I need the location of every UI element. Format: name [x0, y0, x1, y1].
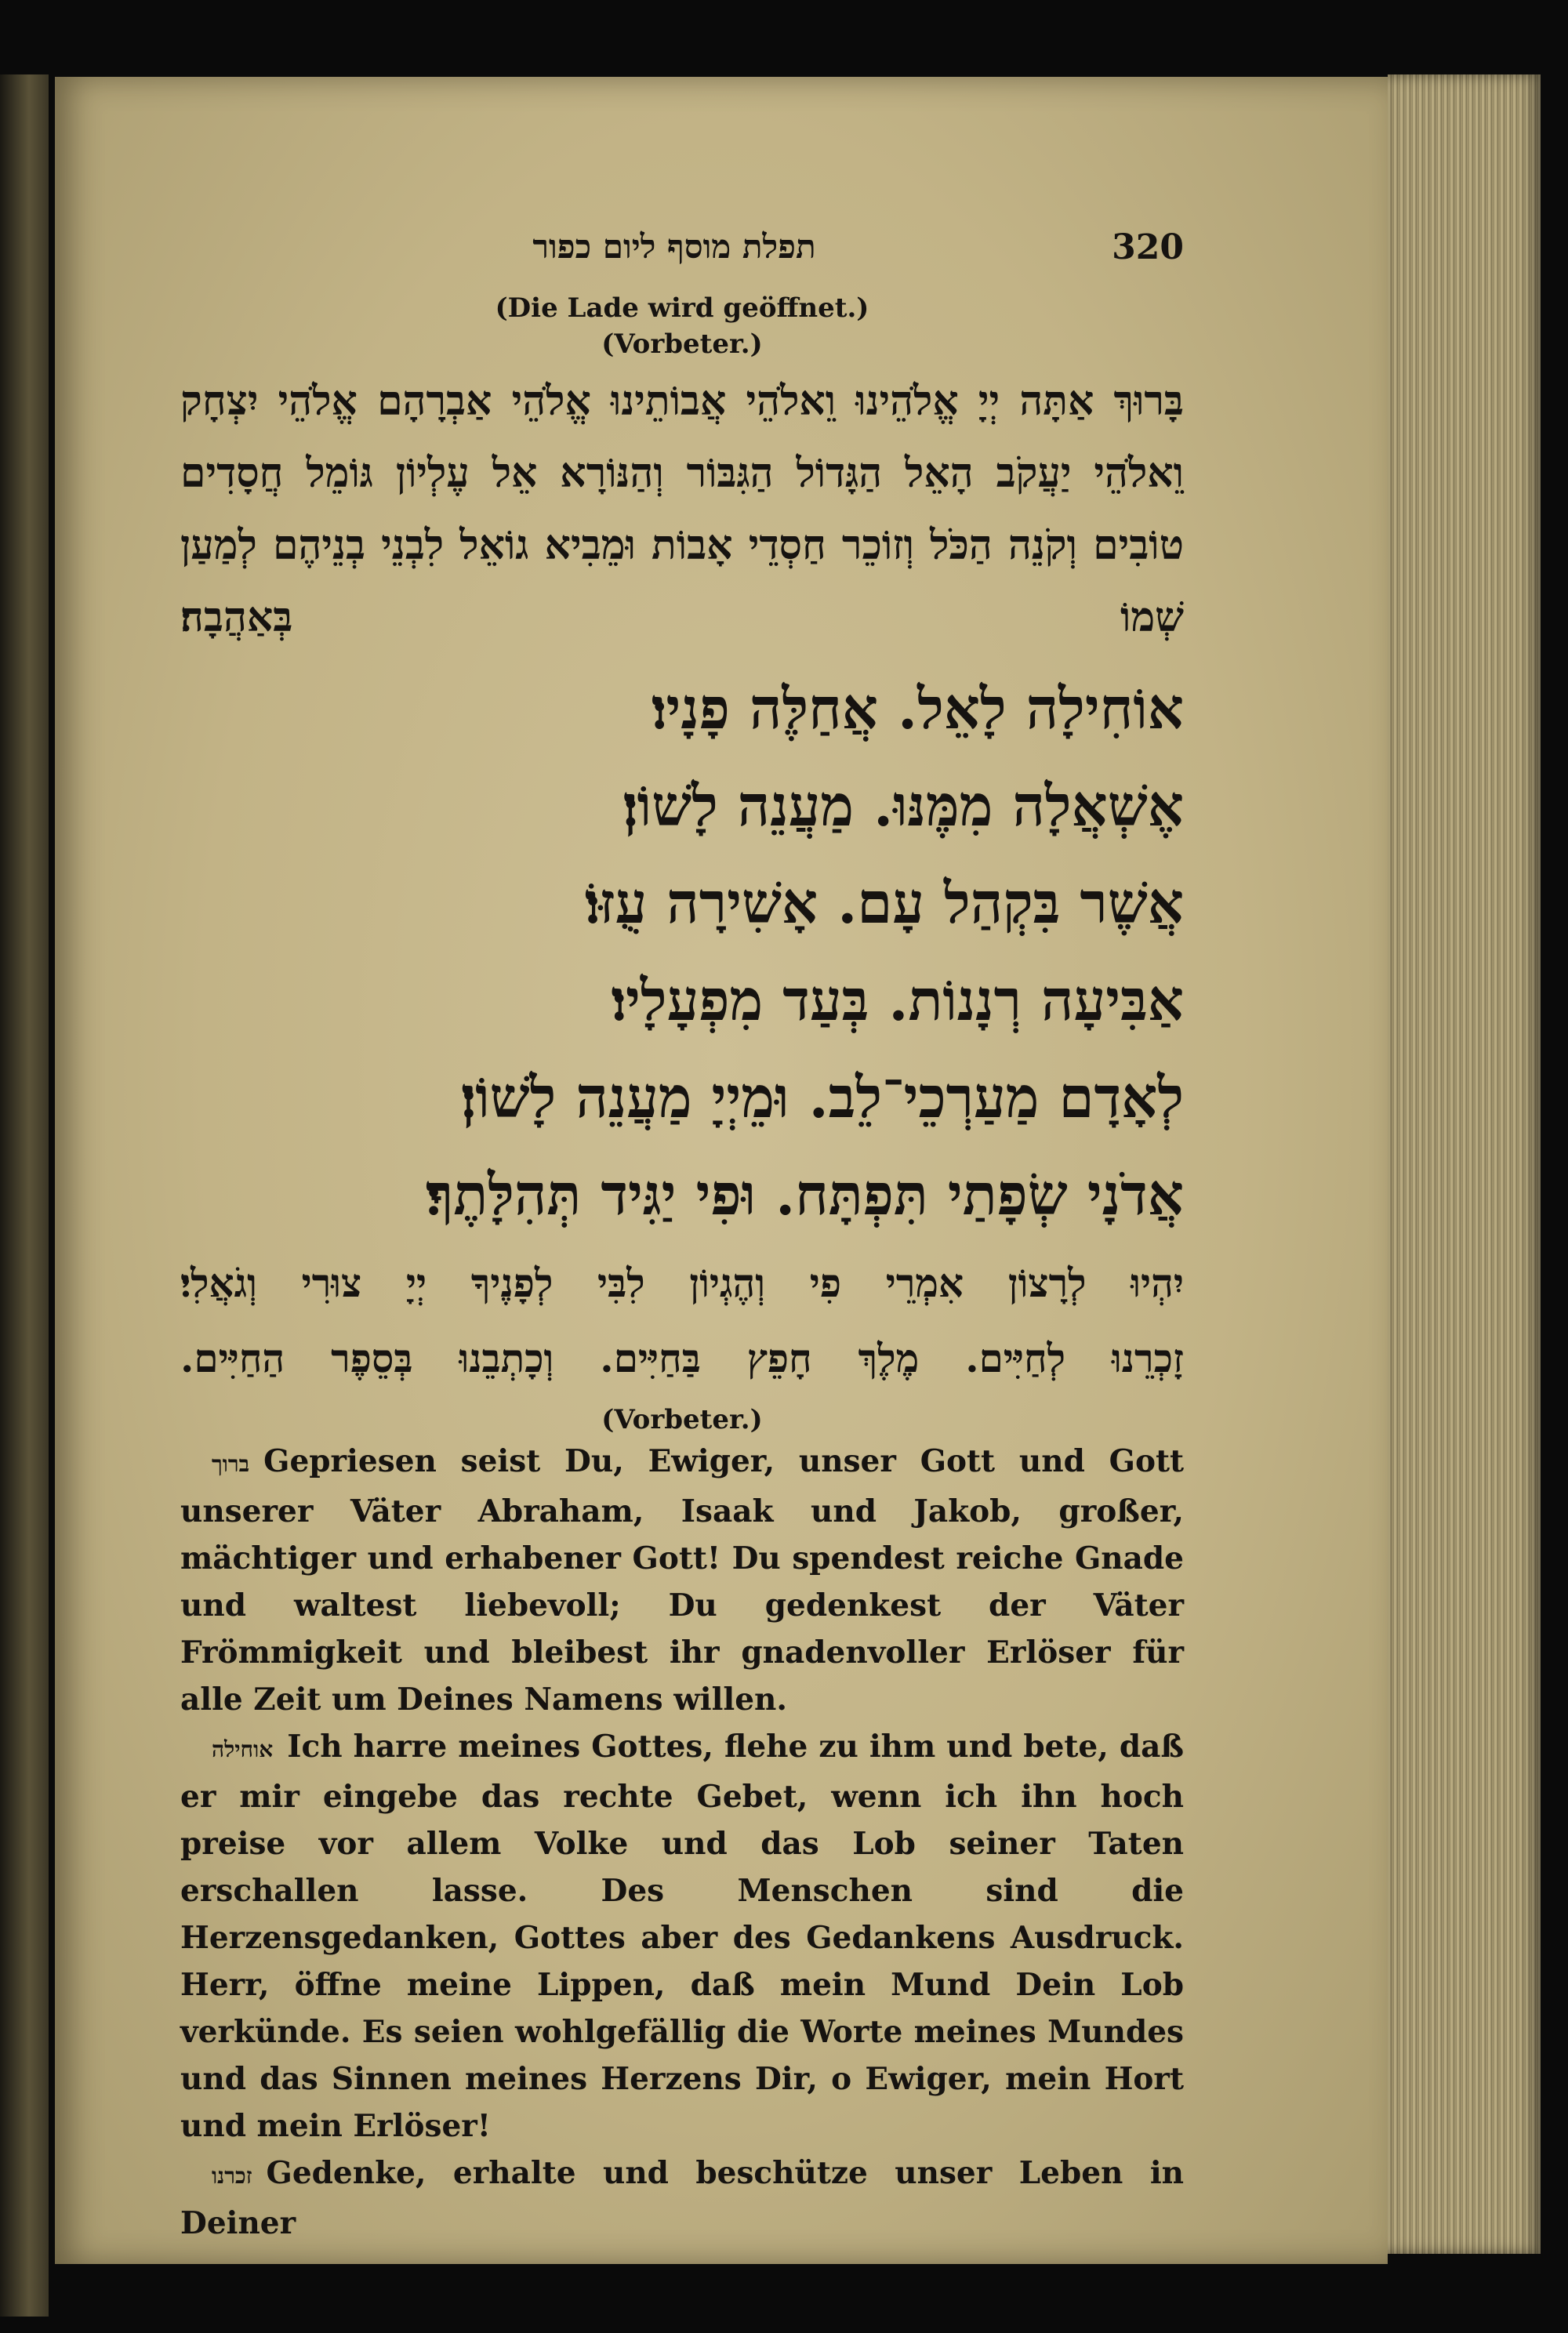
poem-line: אֲדֹנָי שְׂפָתַי תִּפְתָּח. וּפִי יַגִּיד תְּהִלָּתֶךָ׃: [426, 1161, 1184, 1228]
reader-note: (Vorbeter.): [601, 328, 763, 360]
poem-line: אֲשֶׁר בִּקְהַל עָם. אָשִׁירָה עֻזּוֹ׃: [584, 869, 1184, 936]
running-head: [180, 227, 1184, 290]
hebrew-blessing: בָּרוּךְ אַתָּה יְיָ אֱלֹהֵינוּ וֵאלֹהֵי אֲבוֹתֵינוּ אֱלֹהֵי אַבְרָהָם אֱלֹהֵי יִצְחָק וֵאלֹהֵי יַעֲקֹב הָאֵל הַגָּדוֹל הַגִּבּוֹר וְהַנּוֹרָא אֵל עֶלְיוֹן גּוֹמֵל חֲסָדִים טוֹבִים וְקֹנֵה הַכֹּל וְזוֹכֵר חַסְדֵי אָבוֹת וּמֵבִיא גוֹאֵל לִבְנֵי בְנֵיהֶם לְמַעַן שְׁמוֹ בְּאַהֲבָה׃: [180, 377, 1184, 641]
poem-line: אֶשְׁאֲלָה מִמֶּנּוּ. מַעֲנֵה לָשׁוֹן׃: [622, 772, 1184, 839]
hebrew-cue-word: ברוך: [212, 1451, 250, 1477]
german-paragraph: [180, 2150, 1184, 2247]
page-number: 320: [1112, 227, 1184, 267]
page-edge-stack: [1388, 74, 1541, 2254]
poem-line: אוֹחִילָה לָאֵל. אֲחַלֶּה פָנָיו׃: [652, 675, 1184, 742]
german-paragraph: [180, 1438, 1184, 1723]
ark-opened-note: (Die Lade wird geöffnet.): [495, 292, 869, 324]
poem-line: אַבִּיעָה רְנָנוֹת. בְּעַד מִפְעָלָיו׃: [611, 967, 1184, 1033]
hebrew-cue-word: אוחילה: [212, 1736, 274, 1762]
reader-note-2: (Vorbeter.): [601, 1404, 763, 1435]
hebrew-closing-1: יִהְיוּ לְרָצוֹן אִמְרֵי פִי וְהֶגְיוֹן לִבִּי לְפָנֶיךָ יְיָ צוּרִי וְגֹאֲלִי׃: [180, 1260, 1184, 1306]
german-translation: [180, 1438, 1184, 2247]
german-text: Gedenke, erhalte und beschütze unser Leben in Deiner: [180, 2155, 1184, 2241]
hebrew-poem: [306, 660, 1184, 1243]
german-paragraph: [180, 1723, 1184, 2150]
german-text: Gepriesen seist Du, Ewiger, unser Gott und Gott unserer Väter Abraham, Isaak und Jakob, großer, mächtiger und erhabener Gott! Du spendest reiche Gnade und waltest liebevoll; Du gedenkest der Väter Frömmigkeit und bleibest ihr gnadenvoller Erlöser für alle Zeit um Deines Namens willen.: [180, 1443, 1184, 1718]
german-text: Ich harre meines Gottes, flehe zu ihm und bete, daß er mir eingebe das rechte Gebet, wenn ich ihn hoch preise vor allem Volke und das Lob seiner Taten erschallen lasse. Des Menschen sind die Herzensgedanken, Gottes aber des Gedankens Ausdruck. Herr, öffne meine Lippen, daß mein Mund Dein Lob verkünde. Es seien wohlgefällig die Worte meines Mundes und das Sinnen meines Herzens Dir, o Ewiger, mein Hort und mein Erlöser!: [180, 1729, 1184, 2144]
page-content: [180, 227, 1184, 2247]
poem-line: לְאָדָם מַעַרְכֵי־לֵב. וּמֵיְיָ מַעֲנֵה לָשׁוֹן׃: [460, 1064, 1184, 1130]
hebrew-closing-2: זָכְרֵנוּ לְחַיִּים. מֶלֶךְ חָפֵץ בַּחַיִּים. וְכָתְבֵנוּ בְּסֵפֶר הַחַיִּים.: [180, 1335, 1184, 1381]
running-title: תפלת מוסף ליום כפור: [532, 227, 816, 266]
left-page-edge: [0, 74, 49, 2317]
hebrew-cue-word: זכרנו: [212, 2163, 252, 2189]
